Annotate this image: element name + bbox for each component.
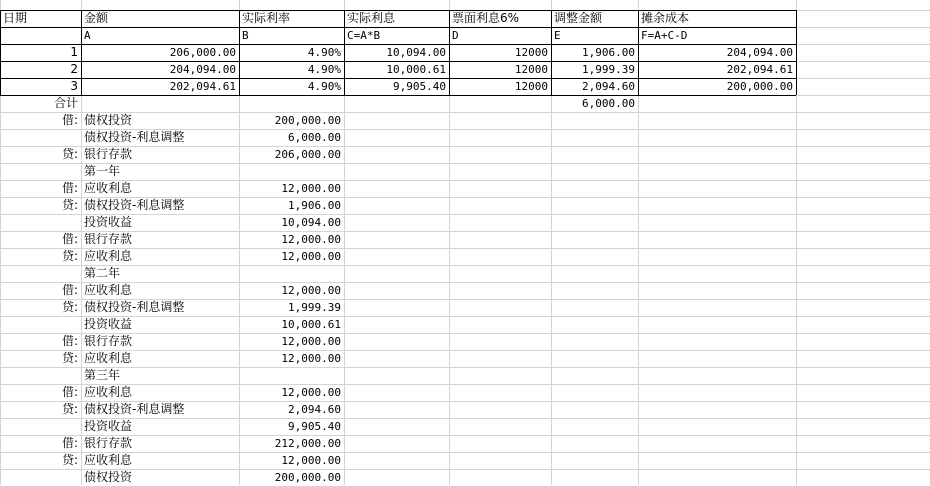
entry-account-17[interactable]: 债权投资-利息调整 [84, 402, 185, 416]
entry-dc-8[interactable]: 贷: [61, 249, 78, 263]
data-cell-r0-c6[interactable]: 204,094.00 [726, 46, 793, 59]
entry-dc-4[interactable]: 借: [61, 181, 78, 195]
data-cell-r0-c4[interactable]: 12000 [514, 46, 548, 59]
entry-amount-21[interactable]: 200,000.00 [274, 471, 341, 484]
entry-account-3[interactable]: 第一年 [84, 164, 121, 178]
total-label[interactable]: 合计 [53, 96, 78, 110]
data-cell-r2-c1[interactable]: 202,094.61 [169, 80, 236, 93]
column-header-3[interactable]: 实际利息 [347, 11, 396, 25]
data-cell-r1-c6[interactable]: 202,094.61 [726, 63, 793, 76]
data-cell-r2-c2[interactable]: 4.90% [307, 80, 341, 93]
entry-amount-19[interactable]: 212,000.00 [274, 437, 341, 450]
formula-cell-2[interactable]: B [242, 29, 249, 42]
data-cell-r2-c3[interactable]: 9,905.40 [393, 80, 446, 93]
entry-dc-20[interactable]: 贷: [61, 453, 78, 467]
entry-dc-5[interactable]: 贷: [61, 198, 78, 212]
entry-dc-7[interactable]: 借: [61, 232, 78, 246]
column-header-6[interactable]: 摊余成本 [641, 11, 690, 25]
entry-amount-11[interactable]: 1,999.39 [288, 301, 341, 314]
entry-amount-13[interactable]: 12,000.00 [281, 335, 341, 348]
entry-dc-10[interactable]: 借: [61, 283, 78, 297]
entry-account-19[interactable]: 银行存款 [84, 436, 133, 450]
entry-account-12[interactable]: 投资收益 [84, 317, 133, 331]
entry-dc-19[interactable]: 借: [61, 436, 78, 450]
formula-cell-5[interactable]: E [554, 29, 561, 42]
data-cell-r2-c5[interactable]: 2,094.60 [582, 80, 635, 93]
data-cell-r1-c2[interactable]: 4.90% [307, 63, 341, 76]
column-header-0[interactable]: 日期 [3, 11, 28, 25]
entry-account-21[interactable]: 债权投资 [84, 470, 133, 484]
entry-amount-14[interactable]: 12,000.00 [281, 352, 341, 365]
formula-cell-0[interactable] [0, 27, 81, 44]
entry-account-16[interactable]: 应收利息 [84, 385, 133, 399]
data-cell-r2-c4[interactable]: 12000 [514, 80, 548, 93]
entry-amount-1[interactable]: 6,000.00 [288, 131, 341, 144]
entry-account-15[interactable]: 第三年 [84, 368, 121, 382]
data-cell-r1-c5[interactable]: 1,999.39 [582, 63, 635, 76]
entry-account-8[interactable]: 应收利息 [84, 249, 133, 263]
entry-account-20[interactable]: 应收利息 [84, 453, 133, 467]
entry-account-6[interactable]: 投资收益 [84, 215, 133, 229]
table-border-line [796, 10, 797, 95]
entry-amount-10[interactable]: 12,000.00 [281, 284, 341, 297]
entry-amount-0[interactable]: 200,000.00 [274, 114, 341, 127]
data-cell-r0-c3[interactable]: 10,094.00 [386, 46, 446, 59]
entry-account-1[interactable]: 债权投资-利息调整 [84, 130, 185, 144]
entry-dc-13[interactable]: 借: [61, 334, 78, 348]
entry-amount-6[interactable]: 10,094.00 [281, 216, 341, 229]
entry-amount-7[interactable]: 12,000.00 [281, 233, 341, 246]
entry-account-2[interactable]: 银行存款 [84, 147, 133, 161]
entry-account-10[interactable]: 应收利息 [84, 283, 133, 297]
entry-account-18[interactable]: 投资收益 [84, 419, 133, 433]
data-cell-r1-c4[interactable]: 12000 [514, 63, 548, 76]
entry-dc-17[interactable]: 贷: [61, 402, 78, 416]
entry-amount-18[interactable]: 9,905.40 [288, 420, 341, 433]
entry-account-14[interactable]: 应收利息 [84, 351, 133, 365]
total-adjust-amount[interactable]: 6,000.00 [582, 97, 635, 110]
entry-dc-14[interactable]: 贷: [61, 351, 78, 365]
data-cell-r0-c0[interactable]: 1 [70, 45, 78, 59]
formula-cell-4[interactable]: D [452, 29, 459, 42]
formula-cell-6[interactable]: F=A+C-D [641, 29, 688, 42]
entry-amount-8[interactable]: 12,000.00 [281, 250, 341, 263]
entry-amount-4[interactable]: 12,000.00 [281, 182, 341, 195]
entry-amount-12[interactable]: 10,000.61 [281, 318, 341, 331]
entry-account-13[interactable]: 银行存款 [84, 334, 133, 348]
data-cell-r1-c1[interactable]: 204,094.00 [169, 63, 236, 76]
entry-account-7[interactable]: 银行存款 [84, 232, 133, 246]
entry-account-11[interactable]: 债权投资-利息调整 [84, 300, 185, 314]
data-cell-r0-c1[interactable]: 206,000.00 [169, 46, 236, 59]
data-cell-r2-c0[interactable]: 3 [70, 79, 78, 93]
entry-dc-16[interactable]: 借: [61, 385, 78, 399]
entry-amount-16[interactable]: 12,000.00 [281, 386, 341, 399]
data-cell-r1-c0[interactable]: 2 [70, 62, 78, 76]
data-cell-r0-c2[interactable]: 4.90% [307, 46, 341, 59]
entry-amount-2[interactable]: 206,000.00 [274, 148, 341, 161]
entry-account-5[interactable]: 债权投资-利息调整 [84, 198, 185, 212]
column-header-2[interactable]: 实际利率 [242, 11, 291, 25]
entry-dc-0[interactable]: 借: [61, 113, 78, 127]
entry-account-4[interactable]: 应收利息 [84, 181, 133, 195]
data-cell-r0-c5[interactable]: 1,906.00 [582, 46, 635, 59]
entry-amount-5[interactable]: 1,906.00 [288, 199, 341, 212]
entry-dc-2[interactable]: 贷: [61, 147, 78, 161]
data-cell-r2-c6[interactable]: 200,000.00 [726, 80, 793, 93]
table-border-line [0, 95, 796, 96]
entry-amount-17[interactable]: 2,094.60 [288, 403, 341, 416]
entry-amount-20[interactable]: 12,000.00 [281, 454, 341, 467]
entry-account-9[interactable]: 第二年 [84, 266, 121, 280]
column-header-1[interactable]: 金额 [84, 11, 109, 25]
formula-cell-3[interactable]: C=A*B [347, 29, 381, 42]
data-cell-r1-c3[interactable]: 10,000.61 [386, 63, 446, 76]
formula-cell-1[interactable]: A [84, 29, 91, 42]
column-header-5[interactable]: 调整金额 [554, 11, 603, 25]
column-header-4[interactable]: 票面利息6% [452, 11, 520, 25]
entry-dc-11[interactable]: 贷: [61, 300, 78, 314]
entry-account-0[interactable]: 债权投资 [84, 113, 133, 127]
